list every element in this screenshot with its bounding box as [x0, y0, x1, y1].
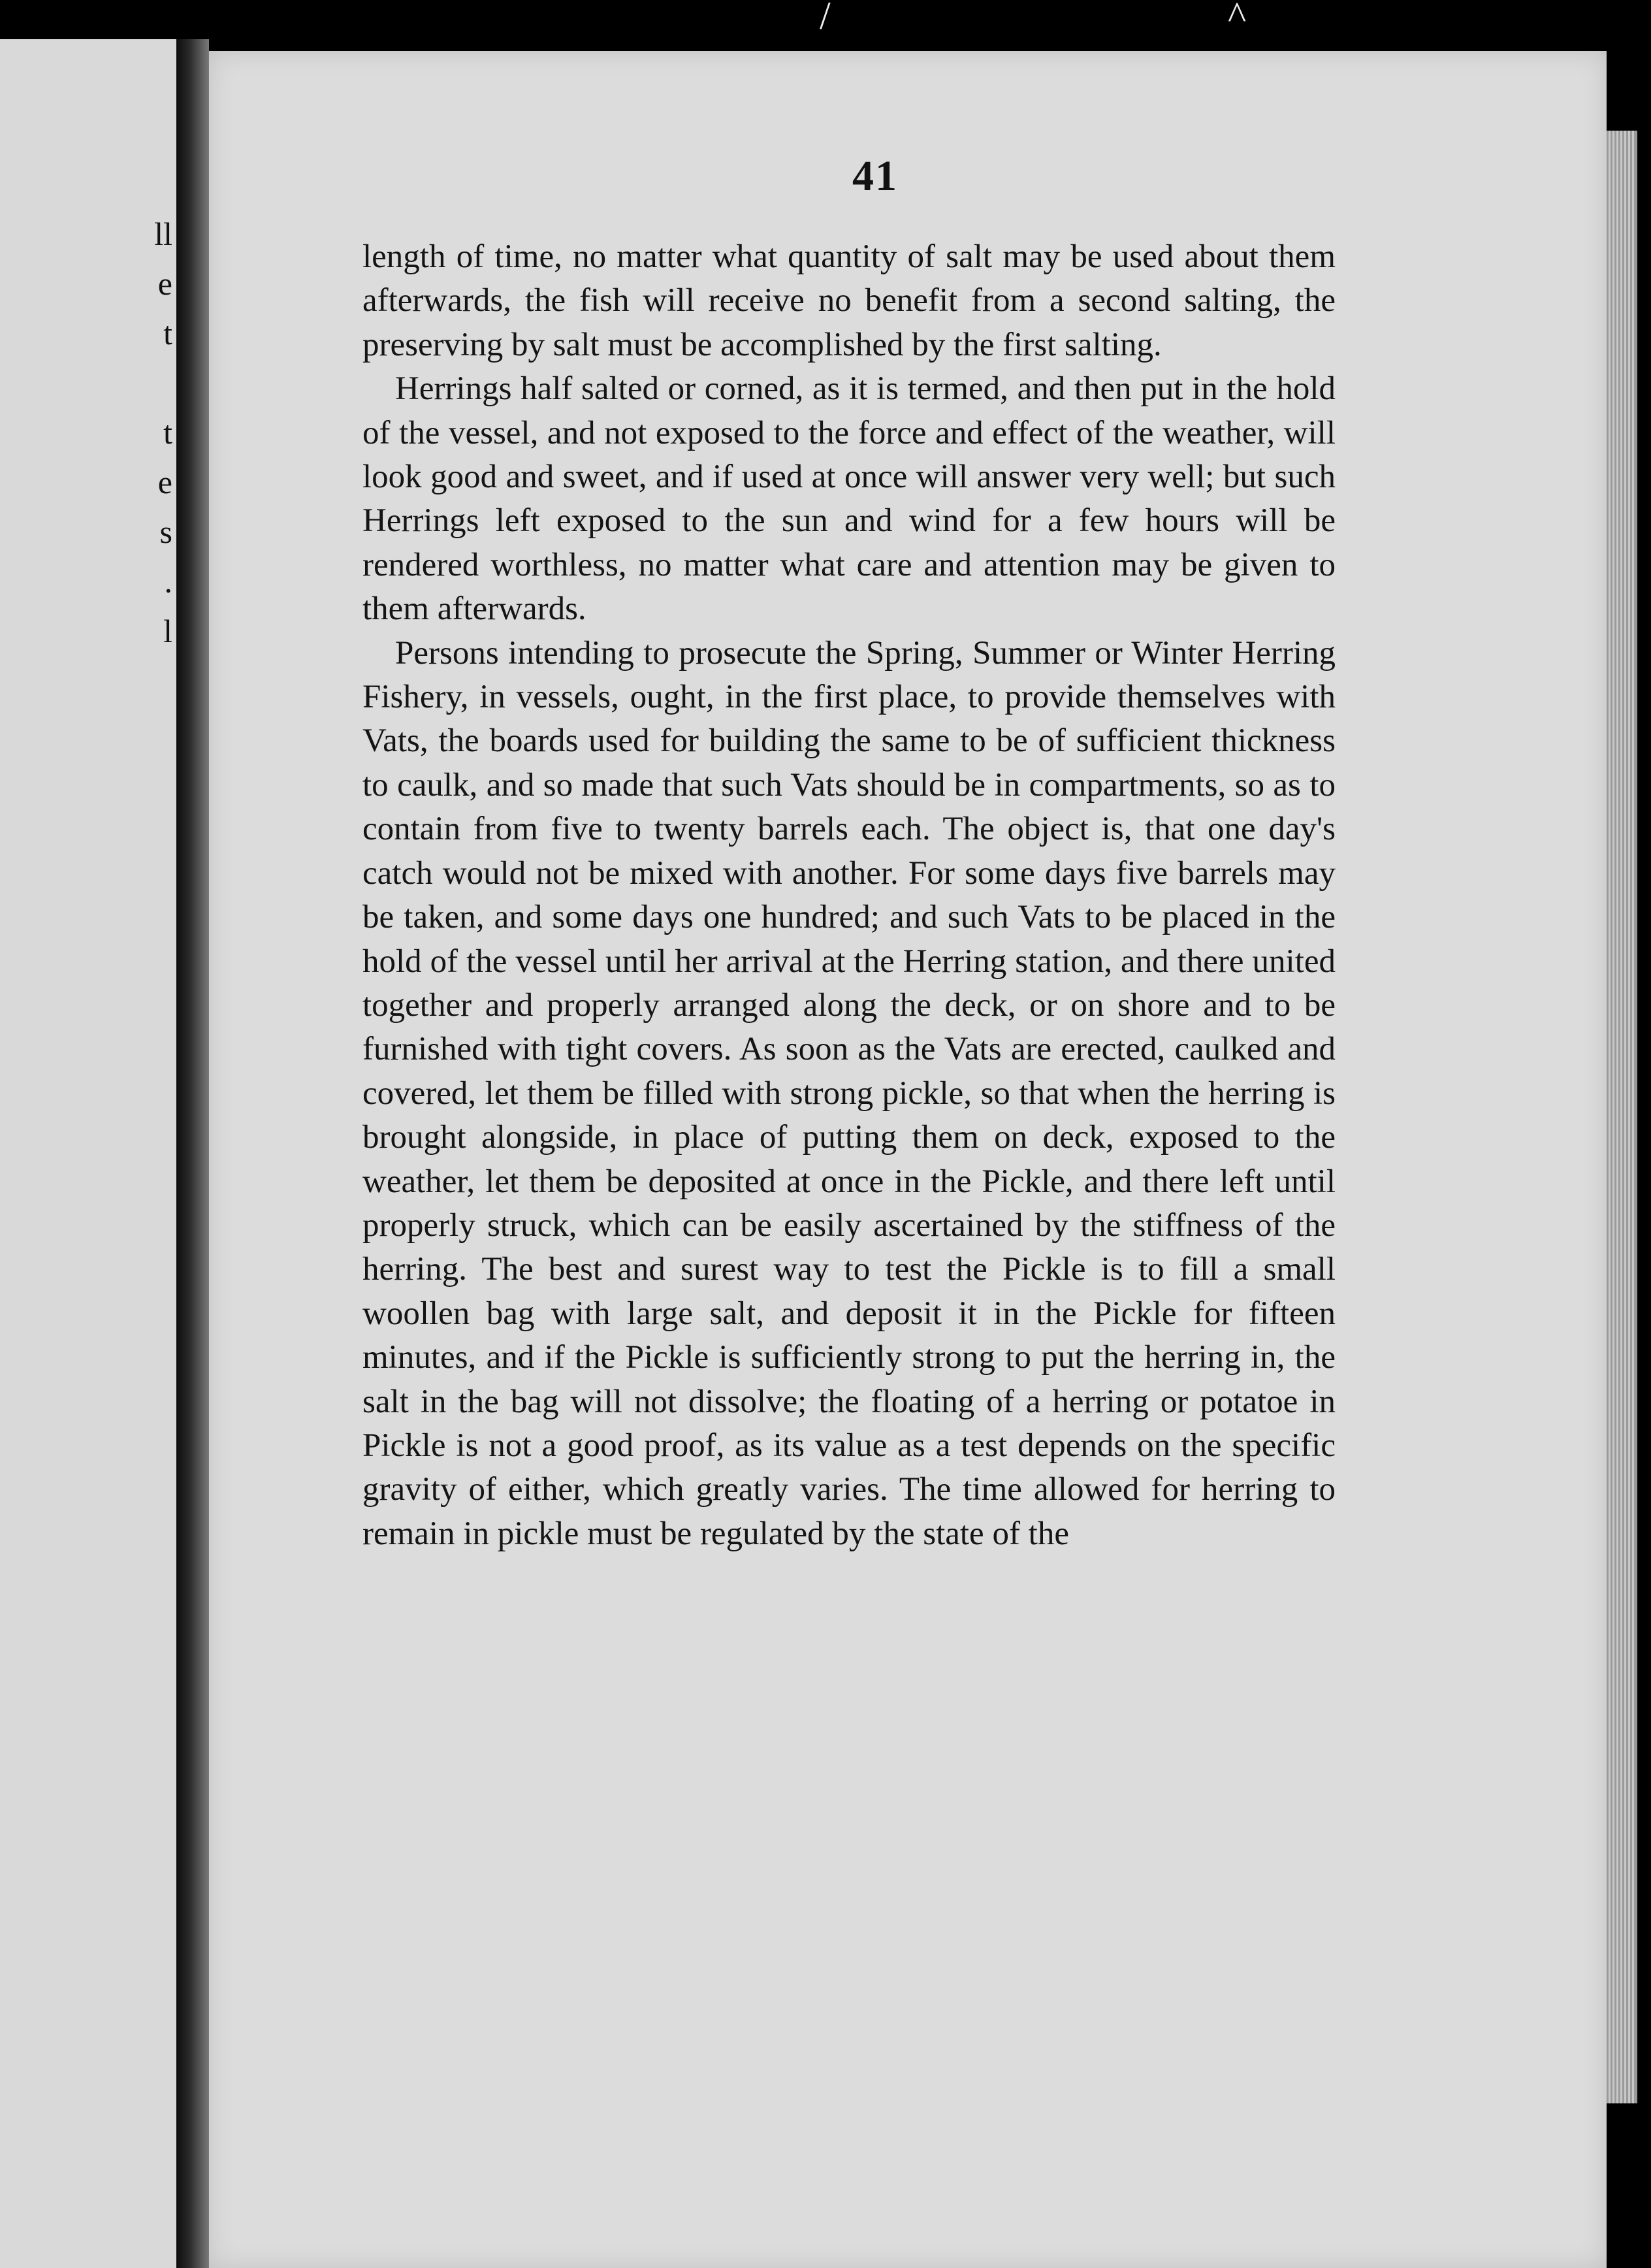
paragraph-continuation: length of time, no matter what quantity of salt may be used about them afterwards, the fish will receive no benefit from a second salting, the preserving by salt must be accomplished by the first salting.	[362, 238, 1336, 363]
scan-speck: ^	[1228, 0, 1247, 37]
paragraph-herrings-half-salted: Herrings half salted or corned, as it is termed, and then put in the hold of the vessel, and not exposed to the force and effect of the weather, will look good and sweet, and if used at once will answer very well; but such Herrings left exposed to the sun and wind for a few hours will be rendered worthless, no matter what care and attention may be given to them afterwards.	[362, 370, 1336, 628]
book-gutter	[176, 39, 209, 2268]
page-edges	[1607, 131, 1638, 2103]
facing-page-edge-text: ll e t t e s . l	[154, 216, 172, 649]
page-body	[362, 235, 1336, 1556]
page-number: 41	[852, 152, 898, 200]
paragraph-persons-intending: Persons intending to prosecute the Spring, Summer or Winter Herring Fishery, in vessels, ought, in the first place, to provide themselves with Vats, the boards used for building the same to be of sufficient thickness to caulk, and so made that such Vats should be in compartments, so as to contain from five to twenty barrels each. The object is, that one day's catch would not be mixed with another. For some days five barrels may be taken, and some days one hundred; and such Vats to be placed in the hold of the vessel until her arrival at the Herring station, and there united together and properly arranged along the deck, or on shore and to be furnished with tight covers. As soon as the Vats are erected, caulked and covered, let them be filled with strong pickle, so that when the herring is brought alongside, in place of putting them on deck, exposed to the weather, let them be deposited at once in the Pickle, and there left until properly struck, which can be easily ascertained by the stiffness of the herring. The best and surest way to test the Pickle is to fill a small woollen bag with large salt, and deposit it in the Pickle for fifteen minutes, and if the Pickle is sufficiently strong to put the herring in, the salt in the bag will not dissolve; the floating of a herring or potatoe in Pickle is not a good proof, as its value as a test depends on the specific gravity of either, which greatly varies. The time allowed for herring to remain in pickle must be regulated by the state of the	[362, 634, 1336, 1552]
facing-page	[0, 39, 179, 2268]
scan-speck: /	[820, 0, 831, 37]
